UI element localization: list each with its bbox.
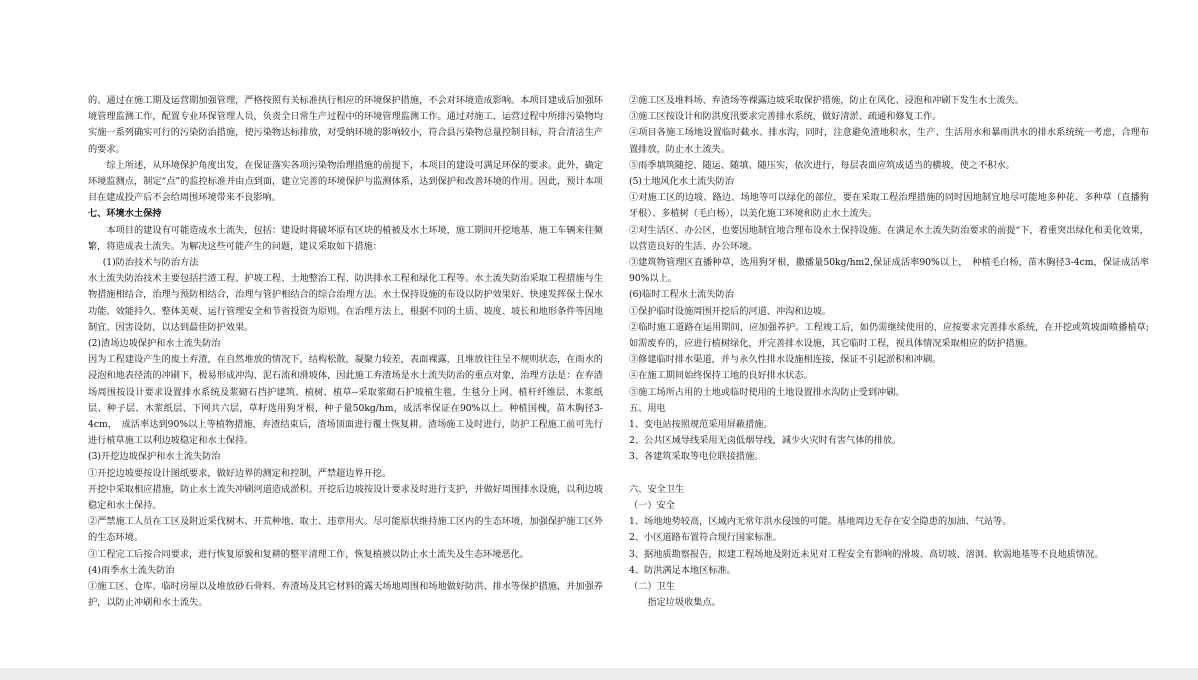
- paragraph: ②对生活区、办公区，也要因地制宜地合理布设水土保持设施。在满足水土流失防治要求的前提“下，着重突出绿化和美化效果，以营造良好的生活、办公环境。: [629, 224, 1149, 252]
- paragraph: ③建筑物管理区直播种草，选用狗牙根，撒播量50kg/hm2,保证成活率90%以上， 种植毛白杨，苗木胸径3-4cm，保证成活率90%以上。: [629, 257, 1149, 285]
- paragraph: 2、公共区域导线采用无卤低烟导线，减少火灾时有害气体的排放。: [629, 435, 902, 447]
- paragraph: ②严禁施工人员在工区及附近采伐树木、开荒种地、取土、违章用火。尽可能原状维持施工区内的生态环境，加强保护施工区外的生态环境。: [88, 516, 603, 544]
- paragraph: (1)防治技术与防治方法: [102, 257, 199, 269]
- paragraph: 水土流失防治技术主要包括拦渣工程、护坡工程、土地整治工程、防洪排水工程和绿化工程等。水土流失防治采取工程措施与生物措施相结合，治理与预防相结合，治理与管护相结合的综合治理方法。水土保持设施的布设以防护效果好、快速发挥保土保水功能、效能持久、整体美观、运行管理安全和节省投资为原则。在治理方法上，根据不同的土质、坡度、坡长和地形条件等因地制宜、因害设防，以达到最佳防护效果。: [88, 273, 603, 333]
- left-column: [88, 93, 603, 612]
- paragraph: ④项目各施工场地设置临时截水、排水沟，同时，注意避免渣地积水，生产、生活用水和暴雨洪水的排水系统统一考虑，合理布置排放，防止水土流失。: [629, 127, 1149, 155]
- paragraph: 1、变电站按照规范采用屏蔽措施。: [629, 419, 773, 431]
- paragraph: 2、小区道路布置符合现行国家标准。: [629, 532, 782, 544]
- paragraph: 3、各建筑采取等电位联接措施。: [629, 451, 764, 463]
- paragraph: 五、用电: [629, 402, 666, 414]
- paragraph: (4)雨季水土流失防治: [88, 564, 175, 576]
- paragraph: ①施工区、仓库、临时房屋以及堆放砂石骨料、弃渣场及其它材料的露天场地周围和场地做好防洪、排水等保护措施，并加强养护，以防止冲刷和水土流失。: [88, 581, 603, 609]
- paragraph: 因为工程建设产生的废土弃渣，在自然堆放的情况下，结构松散，凝聚力较差，表面裸露，且堆放往往呈不规则状态，在雨水的浸泡和地表径流的冲刷下，极易形成冲沟、泥石流和滑坡体，因此施工弃渣场是水土流失防治的重点对象，治理方法是：在弃渣场周围按设计要求设置排水系统及浆砌石挡护建筑、植树、植草--采取浆砌石护坡植生毯，生毯分上网、植杆纤维层、木浆纸层、种子层、木浆纸层、下网共六层，草籽选用狗牙根，种子量50kg/hm，成活率保证在90%以上。种植国槐，苗木胸径3-4cm， 成活率达到90%以上等植物措施，弃渣结束后，渣场顶面进行覆土恢复耕。渣场施工及时进行，防护工程施工前可先行进行植草施工以利边坡稳定和水土保持。: [88, 354, 603, 447]
- paragraph: 3、据地质勘察报告，拟建工程场地及附近未见对工程安全有影响的滑坡、高切坡、溶洞、软弱地基等不良地质情况。: [629, 548, 1104, 560]
- paragraph: 六、安全卫生: [629, 483, 685, 495]
- paragraph: ③修建临时排水渠道，并与永久性排水设施相连接，保证不引起淤积和冲刷。: [629, 354, 942, 366]
- paragraph: 开挖中采取相应措施，防止水土流失冲刷河道造成淤积。开挖后边坡按设计要求及时进行支护，并做好周围排水设施，以利边坡稳定和水土保持。: [88, 483, 603, 512]
- paragraph: (6)临时工程水土流失防治: [629, 289, 734, 301]
- paragraph: （一）安全: [629, 500, 675, 512]
- paragraph: [629, 466, 1149, 482]
- paragraph: ⑤雨季填筑随挖、随运、随填、随压实，依次进行，每层表面应筑成适当的横坡，使之不积水。: [629, 159, 1015, 171]
- paragraph: 1、场地地势较高，区域内无常年洪水侵蚀的可能。基地周边无存在安全隐患的加油、气站等。: [629, 516, 1012, 528]
- section-heading: 七、环境水土保持: [88, 208, 162, 220]
- paragraph: (2)渣场边坡保护和水土流失防治: [88, 338, 221, 350]
- paragraph: ③施工区按设计和防洪度汛要求完善排水系统，做好清淤、疏通和修复工作。: [629, 111, 942, 123]
- paragraph: 综上所述，从环境保护角度出发，在保证落实各项污染物治理措施的前提下，本项目的建设可满足环保的要求。此外，确定环境监测点，制定“点”的监控标准并由点到面，建立完善的环境保护与监测体系，达到保护和改善环境的作用。因此，预计本项目在建成投产后不会给周围环境带来不良影响。: [88, 159, 603, 204]
- paragraph: 本项目的建设有可能造成水土流失，包括：建设时将破坏原有区块的植被及水土环境，施工期间开挖地基、施工车辆来往频繁，将造成表土流失。为解决这些可能产生的问题，建议采取如下措施：: [88, 224, 603, 252]
- paragraph: ①开挖边坡要按设计图纸要求，做好边界的测定和控制，严禁超边界开挖。: [88, 467, 392, 479]
- paragraph: ①保护临时设施周围开挖后的河道、冲沟和边坡。: [629, 305, 832, 317]
- paragraph: (5)土地风化水土流失防治: [629, 176, 734, 188]
- paragraph: 的。通过在施工期及运营期加强管理，严格按照有关标准执行相应的环境保护措施，不会对环境造成影响。本项目建成后加强环境管理监测工作，配置专业环保管理人员，负责全日常生产过程中的环境管理监测工作。通过对施工、运营过程中所排污染物均实施一系列确实可行的污染防治措施，使污染物达标排放，对受纳环境的影响较小，符合县污染物总量控制目标，符合清洁生产的要求。: [88, 95, 603, 155]
- paragraph: ②临时施工道路在运用期间，应加强养护。工程竣工后，如仍需继续使用的，应按要求完善排水系统，在开挖或筑坡面喷播植草;如需废弃的，应进行植树绿化，并完善排水设施，其它临时工程，视具体情况采取相应的防护措施。: [629, 321, 1149, 350]
- paragraph: ⑤施工场所占用的土地或临时使用的土地设置排水沟防止受到冲刷。: [629, 386, 905, 398]
- paragraph: ①对施工区的边坡、路边、场地等可以绿化的部位，要在采取工程治理措施的同时因地制宜地尽可能地多种花、多种草（直播狗牙根）、多植树（毛白杨），以美化施工环境和防止水土流失。: [629, 192, 1149, 220]
- right-column: [629, 93, 1149, 612]
- paragraph: （二）卫生: [629, 581, 675, 593]
- viewer-bottom-bar: [0, 668, 1198, 680]
- paragraph: ④在施工期间始终保持工地的良好排水状态。: [629, 370, 813, 382]
- paragraph: (3)开挖边坡保护和水土流失防治: [88, 451, 221, 463]
- paragraph: 指定垃圾收集点。: [647, 597, 721, 609]
- paragraph: ②施工区及堆料场、弃渣场等裸露边坡采取保护措施，防止在风化、浸泡和冲刷下发生水土流失。: [629, 95, 1025, 106]
- paragraph: 4、防洪满足本地区标准。: [629, 564, 736, 576]
- paragraph: ③工程完工后按合同要求，进行恢复原貌和复耕的整平清理工作，恢复植被以防止水土流失及生态环境恶化。: [88, 548, 529, 560]
